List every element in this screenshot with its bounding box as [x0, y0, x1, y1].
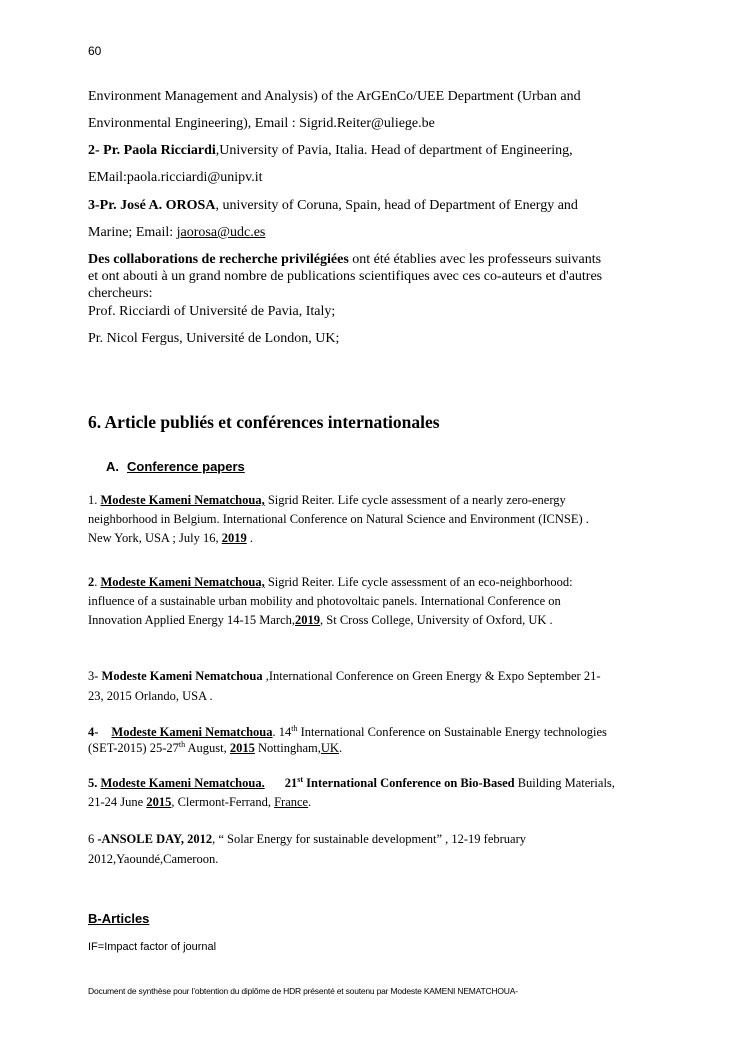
collab-line-4: Prof. Ricciardi of Université de Pavia, Italy;: [88, 304, 336, 319]
ref-4-month: August,: [185, 741, 230, 755]
ref-2-num: 2: [88, 575, 95, 589]
intro-line-1: Environment Management and Analysis) of the ArGEnCo/UEE Department (Urban and: [88, 89, 581, 104]
ref-5-place: France: [274, 795, 309, 809]
ref-4-dates: (SET-2015) 25-27: [88, 741, 179, 755]
ref-4-conf-num: . 14: [272, 725, 292, 739]
ref-4-line-2: [88, 739, 342, 759]
contact-ricciardi-email: EMail:paola.ricciardi@unipv.it: [88, 170, 263, 185]
ref-5-num: 5.: [88, 776, 101, 790]
contact-ricciardi: [88, 143, 573, 159]
subsection-a-title: Conference papers: [127, 459, 245, 474]
ref-1-line-2: neighborhood in Belgium. International Conference on Natural Science and Environment (ICNSE) .: [88, 512, 589, 526]
ref-4-num: 4-: [88, 725, 99, 739]
ref-2-line-1: [88, 573, 573, 593]
contact-orosa: [88, 198, 578, 214]
ref-1-line-1-rest: Sigrid Reiter. Life cycle assessment of a nearly zero-energy: [264, 493, 566, 507]
ref-4-line-1-rest: International Conference on Sustainable Energy technologies: [297, 725, 607, 739]
ref-5-city: , Clermont-Ferrand,: [171, 795, 275, 809]
ref-5-end: .: [308, 795, 312, 809]
ref-6-line-1: [88, 830, 526, 850]
ref-2-author: Modeste Kameni Nematchoua,: [100, 575, 265, 589]
ref-3-line-1-rest: ,International Conference on Green Energy & Expo September 21-: [262, 669, 601, 683]
ref-1-author: Modeste Kameni Nematchoua,: [100, 493, 265, 507]
ref-4-author: Modeste Kameni Nematchoua: [111, 725, 273, 739]
collab-line-2: et ont abouti à un grand nombre de publications scientifiques avec ces co-auteurs et d'autres: [88, 269, 603, 284]
ref-5-line-1-rest: Building Materials,: [514, 776, 615, 790]
contact-orosa-email-label: Marine; Email:: [88, 225, 177, 240]
ref-6-line-1-rest: , “ Solar Energy for sustainable development” , 12-19 february: [212, 832, 527, 846]
ref-1-year: 2019: [221, 531, 247, 545]
contact-orosa-affiliation: , university of Coruna, Spain, head of Department of Energy and: [215, 198, 578, 213]
page-footer: Document de synthèse pour l’obtention du diplôme de HDR présenté et soutenu par Modeste KAMENI NEMATCHOUA-: [88, 986, 518, 996]
ref-2-line-3: [88, 611, 553, 631]
ref-1-line-3: [88, 529, 253, 549]
ref-5-sup: st: [297, 774, 303, 784]
ref-5-dates: 21-24 June: [88, 795, 147, 809]
ref-6-num: 6: [88, 832, 98, 846]
subsection-a-heading: [106, 459, 245, 474]
collab-rest: ont été établies avec les professeurs suivants: [348, 252, 602, 267]
ref-5-year: 2015: [146, 795, 172, 809]
intro-line-2: Environmental Engineering), Email : Sigrid.Reiter@uliege.be: [88, 116, 435, 131]
ref-5-line-1: [88, 774, 615, 794]
ref-4-sup-2: th: [178, 739, 186, 749]
contact-orosa-email-link[interactable]: jaorosa@udc.es: [176, 225, 266, 240]
contact-orosa-name: 3-Pr. José A. OROSA: [88, 198, 216, 213]
contact-ricciardi-affiliation: ,University of Pavia, Italia. Head of department of Engineering,: [215, 143, 573, 158]
ref-2-line-2: influence of a sustainable urban mobility and photovoltaic panels. International Conference on: [88, 594, 561, 608]
ref-3-num: 3-: [88, 669, 102, 683]
ref-5-conf-num: 21: [284, 776, 298, 790]
collab-line-5: Pr. Nicol Fergus, Université de London, UK;: [88, 331, 340, 346]
page-number: 60: [88, 44, 102, 58]
collab-bold: Des collaborations de recherche privilégiées: [88, 252, 349, 267]
ref-3-author: Modeste Kameni Nematchoua: [101, 669, 263, 683]
section-b-title: B-Articles: [88, 911, 150, 926]
ref-2-line-1-rest: Sigrid Reiter. Life cycle assessment of an eco-neighborhood:: [264, 575, 573, 589]
subsection-a-letter: A.: [106, 459, 119, 474]
impact-factor-note: IF=Impact factor of journal: [88, 941, 217, 953]
section-6-title: 6. Article publiés et conférences internationales: [88, 412, 440, 432]
contact-orosa-line-2: [88, 225, 265, 241]
ref-6-bold: -ANSOLE DAY, 2012: [97, 832, 213, 846]
ref-5-conf-bold: International Conference on Bio-Based: [303, 776, 515, 790]
ref-2-end: , St Cross College, University of Oxford, UK .: [320, 613, 553, 627]
ref-1-end: .: [246, 531, 253, 545]
ref-4-sup-1: th: [291, 723, 298, 733]
contact-ricciardi-name: 2- Pr. Paola Ricciardi: [88, 143, 216, 158]
ref-4-year: 2015: [229, 741, 255, 755]
ref-3-line-2: 23, 2015 Orlando, USA .: [88, 689, 213, 703]
ref-6-line-2: 2012,Yaoundé,Cameroon.: [88, 852, 219, 866]
ref-2-date: Innovation Applied Energy 14-15 March,: [88, 613, 296, 627]
ref-1-line-1: [88, 491, 566, 511]
ref-2-dot: .: [94, 575, 101, 589]
ref-3-line-1: [88, 667, 601, 687]
ref-2-year: 2019: [295, 613, 321, 627]
ref-4-city: Nottingham,: [254, 741, 321, 755]
collab-line-1: [88, 252, 601, 268]
ref-4-end: .: [338, 741, 343, 755]
ref-4-place: UK: [320, 741, 339, 755]
collab-line-3: chercheurs:: [88, 286, 153, 301]
ref-5-author: Modeste Kameni Nematchoua.: [100, 776, 265, 790]
ref-5-line-2: [88, 793, 311, 813]
ref-1-date: New York, USA ; July 16,: [88, 531, 222, 545]
ref-1-num: 1.: [88, 493, 101, 507]
